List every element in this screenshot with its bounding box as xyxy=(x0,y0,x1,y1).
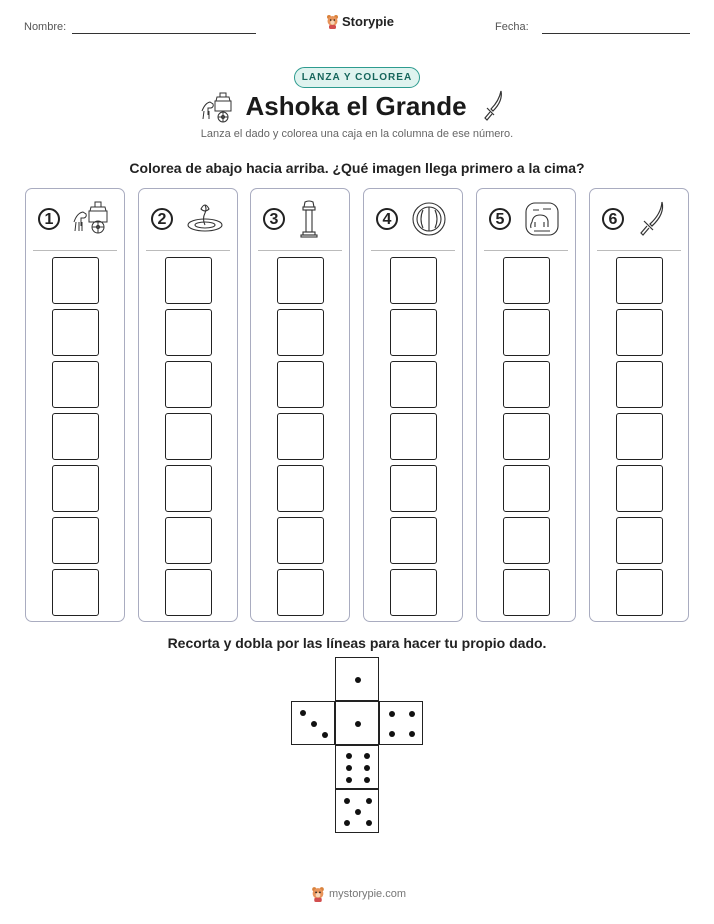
color-box[interactable] xyxy=(277,569,324,616)
color-box[interactable] xyxy=(390,465,437,512)
color-box[interactable] xyxy=(503,413,550,460)
column-divider xyxy=(146,250,230,251)
bear-mascot-icon xyxy=(326,14,339,29)
color-box[interactable] xyxy=(390,361,437,408)
dice-pip xyxy=(364,777,370,783)
color-box[interactable] xyxy=(52,465,99,512)
column-divider xyxy=(33,250,117,251)
color-box[interactable] xyxy=(503,465,550,512)
name-field[interactable] xyxy=(72,33,256,34)
sword-icon xyxy=(636,200,668,243)
color-box[interactable] xyxy=(165,517,212,564)
color-box[interactable] xyxy=(503,361,550,408)
color-box[interactable] xyxy=(277,465,324,512)
date-field[interactable] xyxy=(542,33,690,34)
dice-pip xyxy=(389,731,395,737)
dice-pip xyxy=(355,677,361,683)
elephant-seal-icon xyxy=(523,200,561,243)
color-box[interactable] xyxy=(165,309,212,356)
color-box[interactable] xyxy=(390,309,437,356)
dice-pip xyxy=(364,753,370,759)
color-box[interactable] xyxy=(52,361,99,408)
color-box[interactable] xyxy=(616,257,663,304)
color-box[interactable] xyxy=(503,257,550,304)
color-box[interactable] xyxy=(52,309,99,356)
dice-face-1 xyxy=(335,657,379,701)
dice-pip xyxy=(346,777,352,783)
color-box[interactable] xyxy=(277,257,324,304)
dice-face-4 xyxy=(379,701,423,745)
dice-pip xyxy=(409,711,415,717)
dice-pip xyxy=(389,711,395,717)
dice-pip xyxy=(346,765,352,771)
name-label: Nombre: xyxy=(24,21,67,33)
color-box[interactable] xyxy=(616,361,663,408)
color-box[interactable] xyxy=(165,465,212,512)
color-box[interactable] xyxy=(503,309,550,356)
dice-pip xyxy=(355,721,361,727)
dice-instruction: Recorta y dobla por las líneas para hacer tu propio dado. xyxy=(167,635,547,651)
column-divider xyxy=(371,250,455,251)
dice-pip xyxy=(300,710,306,716)
dice-pip xyxy=(364,765,370,771)
color-box[interactable] xyxy=(165,361,212,408)
page-subtitle: Lanza el dado y colorea una caja en la columna de ese número. xyxy=(200,128,514,140)
footer-url[interactable]: mystorypie.com xyxy=(329,888,407,900)
column-number: 4 xyxy=(376,208,398,230)
dice-pip xyxy=(322,732,328,738)
dice-pip xyxy=(344,820,350,826)
dice-pip xyxy=(366,798,372,804)
dice-pip xyxy=(409,731,415,737)
color-box[interactable] xyxy=(390,569,437,616)
color-box[interactable] xyxy=(390,257,437,304)
color-box[interactable] xyxy=(616,309,663,356)
shield-icon xyxy=(410,200,448,243)
color-box[interactable] xyxy=(503,517,550,564)
color-box[interactable] xyxy=(52,517,99,564)
title-sword-icon xyxy=(481,89,505,128)
column-1 xyxy=(25,188,125,622)
pillar-icon xyxy=(297,200,321,243)
column-divider xyxy=(258,250,342,251)
dice-face-5 xyxy=(335,789,379,833)
color-box[interactable] xyxy=(616,569,663,616)
brand-name: Storypie xyxy=(342,14,395,29)
color-box[interactable] xyxy=(616,517,663,564)
chariot-icon xyxy=(72,200,112,239)
color-box[interactable] xyxy=(277,361,324,408)
column-2 xyxy=(138,188,238,622)
color-box[interactable] xyxy=(52,257,99,304)
instruction-text: Colorea de abajo hacia arriba. ¿Qué imagen llega primero a la cima? xyxy=(129,160,585,176)
color-box[interactable] xyxy=(52,569,99,616)
column-3 xyxy=(250,188,350,622)
page-title: Ashoka el Grande xyxy=(245,91,467,121)
activity-badge: LANZA Y COLOREA xyxy=(294,67,420,88)
bear-mascot-icon xyxy=(311,886,325,902)
column-number: 5 xyxy=(489,208,511,230)
dice-pip xyxy=(311,721,317,727)
color-box[interactable] xyxy=(165,413,212,460)
column-number: 2 xyxy=(151,208,173,230)
dice-pip xyxy=(355,809,361,815)
column-5 xyxy=(476,188,576,622)
color-box[interactable] xyxy=(277,413,324,460)
dice-face-1 xyxy=(335,701,379,745)
dice-pip xyxy=(344,798,350,804)
color-box[interactable] xyxy=(277,309,324,356)
cobra-icon xyxy=(185,200,225,239)
title-chariot-icon xyxy=(200,91,236,128)
dice-pip xyxy=(346,753,352,759)
color-box[interactable] xyxy=(390,517,437,564)
color-box[interactable] xyxy=(52,413,99,460)
column-number: 1 xyxy=(38,208,60,230)
column-divider xyxy=(597,250,681,251)
brand-logo xyxy=(326,14,394,29)
color-box[interactable] xyxy=(616,465,663,512)
footer xyxy=(311,886,406,902)
dice-face-3 xyxy=(291,701,335,745)
column-number: 3 xyxy=(263,208,285,230)
dice-pip xyxy=(366,820,372,826)
color-box[interactable] xyxy=(503,569,550,616)
color-box[interactable] xyxy=(165,257,212,304)
column-number: 6 xyxy=(602,208,624,230)
column-divider xyxy=(484,250,568,251)
dice-face-6 xyxy=(335,745,379,789)
date-label: Fecha: xyxy=(495,21,529,33)
column-4 xyxy=(363,188,463,622)
column-6 xyxy=(589,188,689,622)
color-box[interactable] xyxy=(616,413,663,460)
color-box[interactable] xyxy=(165,569,212,616)
color-box[interactable] xyxy=(277,517,324,564)
color-box[interactable] xyxy=(390,413,437,460)
